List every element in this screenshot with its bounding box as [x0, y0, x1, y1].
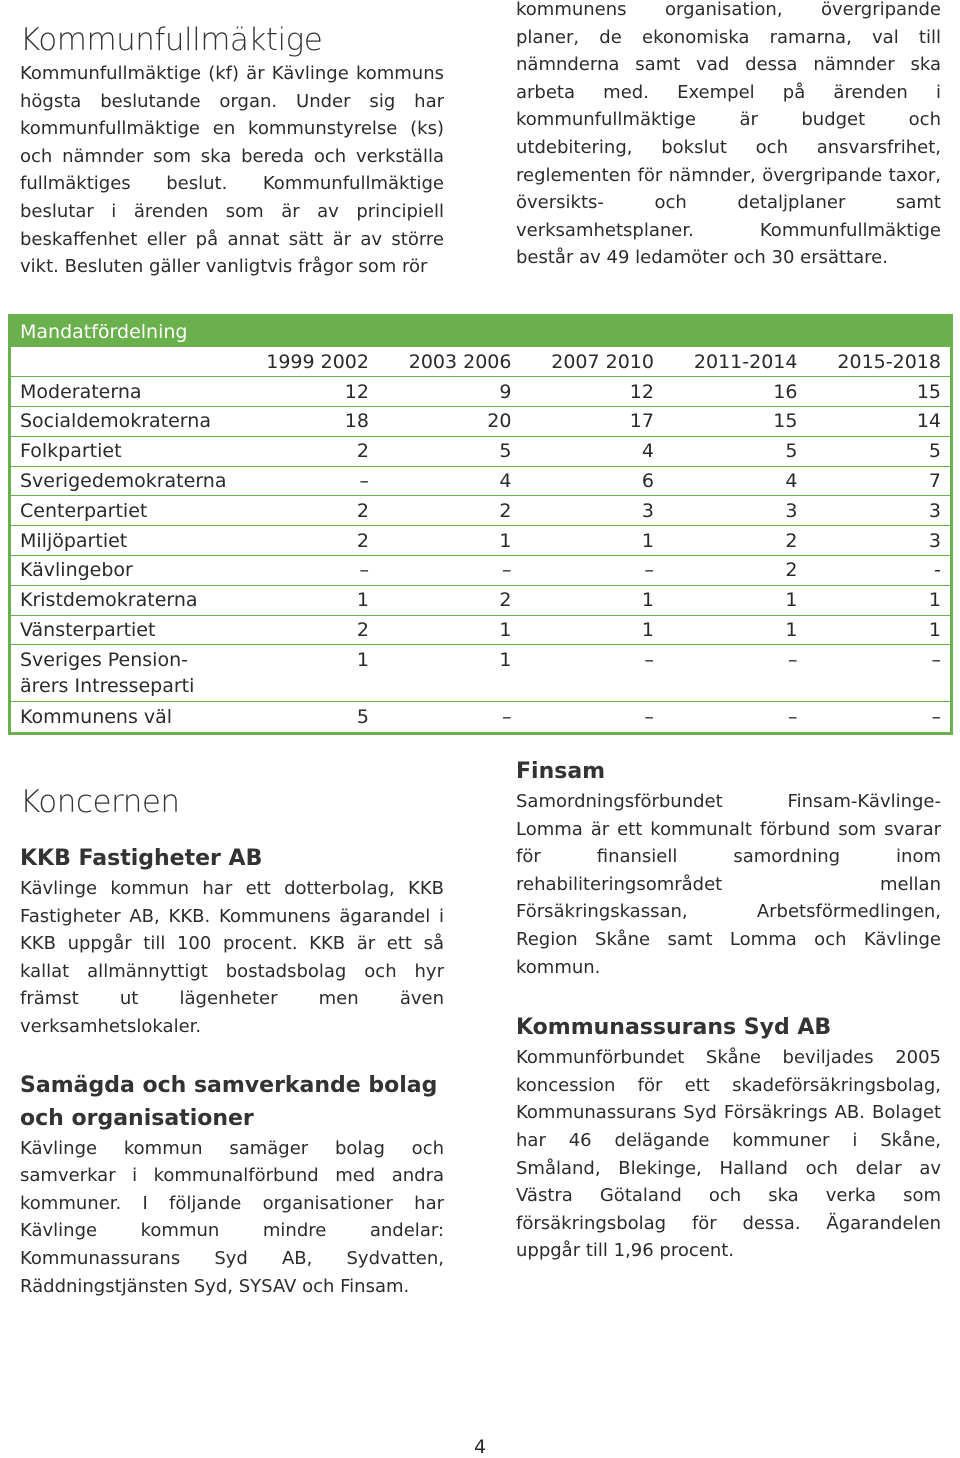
seat-count: 1 — [378, 645, 521, 702]
seat-count: 7 — [806, 466, 950, 496]
seat-count: 20 — [378, 407, 521, 437]
party-name-line2: ärers Intresseparti — [20, 675, 195, 698]
seat-count: 3 — [806, 526, 950, 556]
seat-count: 9 — [378, 377, 521, 407]
kkb-heading: KKB Fastigheter AB — [20, 846, 263, 871]
party-name: Miljöpartiet — [11, 526, 235, 556]
seat-count: 4 — [520, 436, 663, 466]
mandate-table — [11, 347, 950, 732]
table-row — [11, 615, 950, 645]
finsam-paragraph: Samordningsförbundet Finsam-Kävlinge-Lomma är ett kommunalt förbund som svarar för finansiell samordning inom rehabiliteringsområdet mellan Försäkringskassan, Arbetsförmedlingen, Region Skåne samt Lomma och Kävlinge kommun. — [516, 791, 941, 978]
kommunassurans-heading: Kommunassurans Syd AB — [516, 1015, 832, 1041]
seat-count: 1 — [806, 585, 950, 615]
seat-count: 1 — [378, 526, 521, 556]
table-row — [11, 496, 950, 526]
party-name: Socialdemokraterna — [11, 407, 235, 437]
mandate-table-box — [8, 314, 953, 735]
seat-count: – — [378, 556, 521, 586]
seat-count: 3 — [520, 496, 663, 526]
party-name — [11, 645, 235, 702]
party-name: Sverigedemokraterna — [11, 466, 235, 496]
seat-count: – — [520, 556, 663, 586]
seat-count: 5 — [356, 706, 369, 729]
seat-count: – — [235, 556, 378, 586]
party-name: Moderaterna — [11, 377, 235, 407]
seat-count: 2 — [378, 496, 521, 526]
party-name: Centerpartiet — [11, 496, 235, 526]
seat-count: 6 — [520, 466, 663, 496]
table-row — [11, 702, 950, 732]
seat-count: 5 — [806, 436, 950, 466]
table-row — [11, 436, 950, 466]
kf-section — [20, 22, 444, 281]
table-row — [11, 466, 950, 496]
finsam-heading: Finsam — [516, 759, 606, 784]
header-party-cell — [11, 347, 235, 377]
mandate-table-title: Mandatfördelning — [11, 317, 950, 347]
seat-count: 1 — [235, 645, 378, 702]
seat-count: 1 — [235, 585, 378, 615]
kf-section-right — [516, 0, 941, 272]
kf-heading: Kommunfullmäktige — [20, 22, 323, 58]
seat-count: 3 — [663, 496, 806, 526]
seat-count: – — [644, 706, 654, 729]
samagda-heading: Samägda och samverkande bolag och organisationer — [20, 1072, 438, 1131]
kommunassurans-paragraph: Kommunförbundet Skåne beviljades 2005 koncession för ett skadeförsäkringsbolag, Kommunassurans Syd Försäkrings AB. Bolaget har 46 delägande kommuner i Skåne, Småland, Blekinge, Halland och delar av Västra Götaland och ska verka som försäkringsbolag för dessa. Ägarandelen uppgår till 1,96 procent. — [516, 1047, 941, 1262]
seat-count: 4 — [378, 466, 521, 496]
seat-count: 5 — [663, 436, 806, 466]
seat-count: – — [520, 645, 663, 702]
party-name: Vänsterpartiet — [11, 615, 235, 645]
seat-count: - — [806, 556, 950, 586]
header-period: 1999 2002 — [235, 347, 378, 377]
party-name: Folkpartiet — [11, 436, 235, 466]
seat-count: 14 — [806, 407, 950, 437]
page-number: 4 — [473, 1436, 487, 1458]
seat-count: 1 — [378, 615, 521, 645]
seat-count: 2 — [235, 496, 378, 526]
party-name: Kävlingebor — [11, 556, 235, 586]
seat-count: 15 — [806, 377, 950, 407]
seat-count: 2 — [378, 585, 521, 615]
seat-count: – — [663, 645, 806, 702]
seat-count: 3 — [806, 496, 950, 526]
seat-count: 12 — [235, 377, 378, 407]
seat-count: – — [931, 706, 941, 729]
seat-count: – — [501, 706, 512, 729]
table-row — [11, 645, 950, 702]
table-row — [11, 407, 950, 437]
seat-count: 17 — [520, 407, 663, 437]
seat-count: 2 — [663, 526, 806, 556]
seat-count: 2 — [235, 526, 378, 556]
seat-count: 1 — [663, 585, 806, 615]
seat-count: 1 — [806, 615, 950, 645]
koncernen-heading: Koncernen — [20, 784, 180, 820]
party-name-line1: Sveriges Pension- — [20, 649, 188, 672]
seat-count: – — [787, 706, 798, 729]
table-row — [11, 377, 950, 407]
header-period: 2003 2006 — [378, 347, 521, 377]
seat-count: 18 — [235, 407, 378, 437]
seat-count: 1 — [520, 615, 663, 645]
seat-count: 2 — [235, 436, 378, 466]
mandate-header-row — [11, 347, 950, 377]
party-name: Kommunens väl — [20, 706, 173, 729]
header-period: 2007 2010 — [520, 347, 663, 377]
seat-count: 5 — [378, 436, 521, 466]
seat-count: 1 — [520, 585, 663, 615]
koncernen-section — [20, 784, 444, 1300]
table-row — [11, 526, 950, 556]
seat-count: 12 — [520, 377, 663, 407]
samagda-paragraph: Kävlinge kommun samäger bolag och samverkar i kommunalförbund med andra kommuner. I följande organisationer har Kävlinge kommun mindre andelar: Kommunassurans Syd AB, Sydvatten, Räddningstjänsten Syd, SYSAV och Finsam. — [20, 1137, 444, 1297]
seat-count: 1 — [663, 615, 806, 645]
kkb-paragraph: Kävlinge kommun har ett dotterbolag, KKB Fastigheter AB, KKB. Kommunens ägarandel i KKB uppgår till 100 procent. KKB är ett så kallat allmännyttigt bostadsbolag och hyr främst ut lägenheter men även verksamhetslokaler. — [20, 878, 444, 1037]
seat-count: 16 — [663, 377, 806, 407]
kf-paragraph-left: Kommunfullmäktige (kf) är Kävlinge kommuns högsta beslutande organ. Under sig har kommunfullmäktige en kommunstyrelse (ks) och nämnder som ska bereda och verkställa fullmäktiges beslut. Kommunfullmäktige beslutar i ärenden som är av principiell beskaffenhet eller på annat sätt är av större vikt. Besluten gäller vanligtvis frågor som rör — [20, 63, 444, 278]
party-name: Kristdemokraterna — [11, 585, 235, 615]
header-period: 2015-2018 — [806, 347, 950, 377]
finsam-section — [516, 755, 941, 1265]
seat-count: 4 — [663, 466, 806, 496]
seat-count: – — [806, 645, 950, 702]
seat-count: 1 — [520, 526, 663, 556]
header-period: 2011-2014 — [663, 347, 806, 377]
seat-count: – — [235, 466, 378, 496]
table-row — [11, 556, 950, 586]
kf-paragraph-right: kommunens organisation, övergripande planer, de ekonomiska ramarna, val till nämnderna samt vad dessa nämnder ska arbeta med. Exempel på ärenden i kommunfullmäktige är budget och utdebitering, bokslut och ansvarsfrihet, reglementen för nämnder, övergripande taxor, översikts- och detaljplaner samt verksamhetsplaner. Kommunfullmäktige består av 49 ledamöter och 30 ersättare. — [516, 0, 941, 269]
seat-count: 15 — [663, 407, 806, 437]
table-row — [11, 585, 950, 615]
seat-count: 2 — [663, 556, 806, 586]
seat-count: 2 — [235, 615, 378, 645]
